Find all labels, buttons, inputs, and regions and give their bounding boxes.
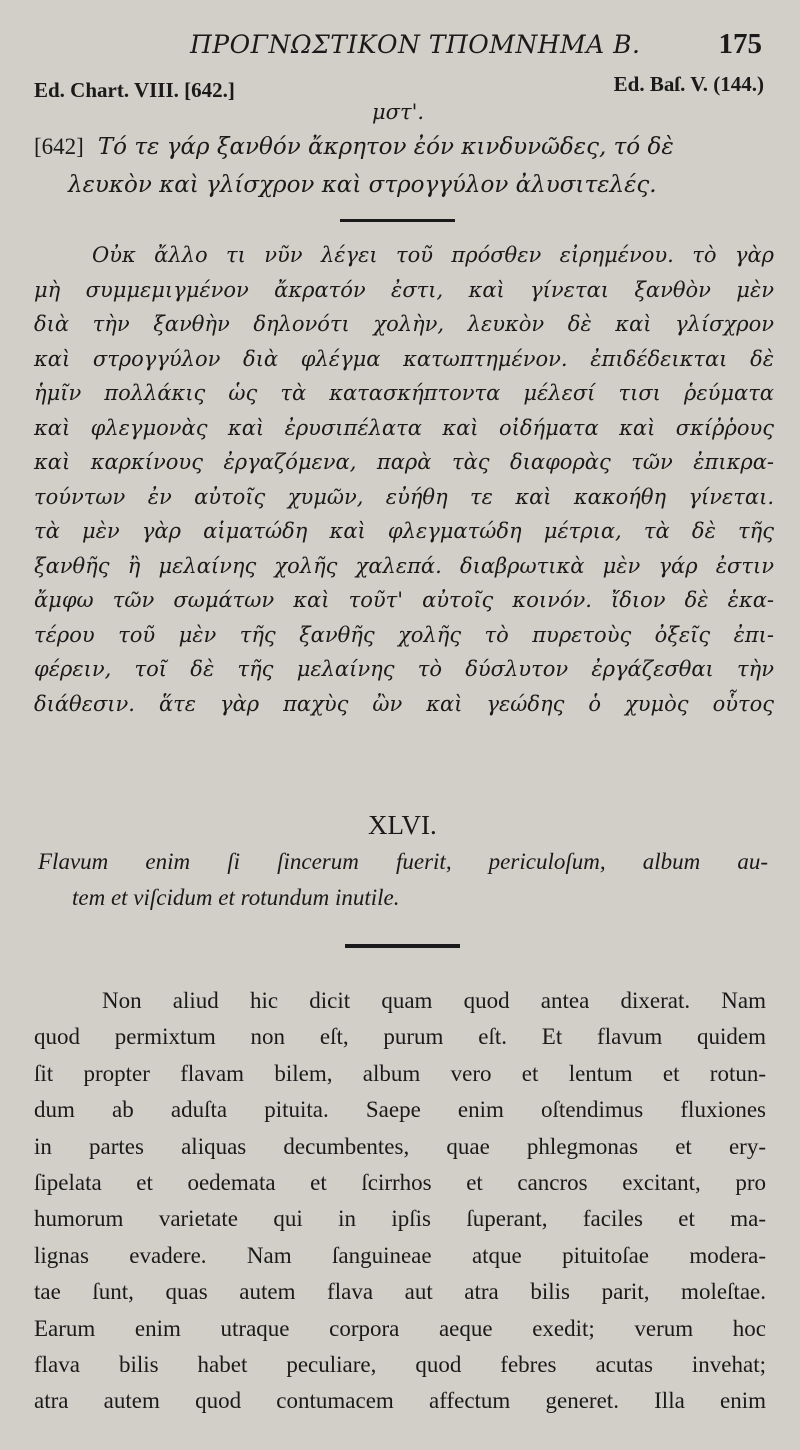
greek-aphorism [34, 128, 774, 204]
greek-section-number: μστ'. [372, 100, 425, 124]
greek-commentary-line: τὰ μὲν γὰρ αἱματώδη καὶ φλεγματώδη μέτρια, τὰ δὲ τῆς [34, 519, 774, 543]
latin-aphorism [38, 844, 768, 916]
greek-commentary-line: καὶ φλεγμονὰς καὶ ἐρυσιπέλατα καὶ οἰδήματα καὶ σκίῤῥους [34, 415, 774, 440]
page-marker: [642] [34, 134, 84, 159]
greek-commentary-line: καὶ καρκίνους ἐργαζόμενα, παρὰ τὰς διαφορὰς τῶν ἐπικρα- [34, 450, 774, 474]
latin-commentary-line: dum ab aduſta pituita. Saepe enim oſtendimus fluxiones [34, 1097, 766, 1123]
latin-commentary-line: Non aliud hic dicit quam quod antea dixerat. Nam [102, 988, 766, 1013]
page-number: 175 [718, 28, 762, 60]
greek-commentary-line: φέρειν, τοῖ δὲ τῆς μελαίνης τὸ δύσλυτον ἐργάζεσθαι τὴν [34, 657, 774, 681]
section-divider [345, 944, 460, 948]
running-header-title: ΠΡΟΓΝΩΣΤΙΚΟΝ ΤΠΟΜΝΗΜΑ Β. [190, 30, 641, 59]
greek-commentary-line: τέρου τοῦ μὲν τῆς ξανθῆς χολῆς τὸ πυρετοὺς ὀξεῖς ἐπι- [34, 622, 774, 647]
greek-commentary-line: μὴ συμμεμιγμένον ἄκρατόν ἐστι, καὶ γίνεται ξανθὸν μὲν [34, 277, 774, 302]
greek-aphorism-line: [642] Τό τε γάρ ξανθόν ἄκρητον ἐόν κινδυνῶδες, τό δὲ [34, 134, 674, 160]
greek-commentary-line: ἡμῖν πολλάκις ὡς τὰ κατασκήπτοντα μέλεσί τισι ῥεύματα [34, 381, 774, 405]
latin-commentary-line: in partes aliquas decumbentes, quae phlegmonas et ery- [34, 1133, 766, 1159]
section-divider [340, 219, 455, 222]
latin-aphorism-line: tem et viſcidum et rotundum inutile. [72, 885, 400, 910]
latin-commentary-line: quod permixtum non eſt, purum eſt. Et flavum quidem [34, 1024, 766, 1050]
greek-commentary-line: τούντων ἐν αὐτοῖς χυμῶν, εὐήθη τε καὶ κακοήθη γίνεται. [34, 484, 774, 509]
latin-commentary-line: flava bilis habet peculiare, quod febres acutas invehat; [34, 1351, 766, 1377]
latin-commentary-line: ſit propter flavam bilem, album vero et lentum et rotun- [34, 1060, 766, 1086]
edition-reference-left: Ed. Chart. VIII. [642.] [34, 78, 235, 102]
greek-commentary-line: ξανθῆς ἢ μελαίνης χολῆς χαλεπά. διαβρωτικὰ μὲν γάρ ἐστιν [34, 553, 774, 578]
latin-commentary-line: lignas evadere. Nam ſanguineae atque pituitoſae modera- [34, 1242, 766, 1268]
greek-commentary-line: διὰ τὴν ξανθὴν δηλονότι χολὴν, λευκὸν δὲ καὶ γλίσχρον [34, 312, 774, 336]
greek-commentary-line: ἄμφω τῶν σωμάτων καὶ τοῦτ' αὐτοῖς κοινόν. ἴδιον δὲ ἑκα- [34, 588, 774, 612]
latin-commentary-line: humorum varietate qui in ipſis ſuperant, faciles et ma- [34, 1206, 766, 1232]
greek-commentary-line: Οὐκ ἄλλο τι νῦν λέγει τοῦ πρόσθεν εἰρημένου. τὸ γὰρ [92, 243, 774, 267]
greek-aphorism-line: λευκὸν καὶ γλίσχρον καὶ στρογγύλον ἀλυσιτελές. [68, 172, 657, 198]
latin-section-number: XLVI. [368, 810, 437, 840]
latin-commentary-line: ſipelata et oedemata et ſcirrhos et cancros excitant, pro [34, 1169, 766, 1195]
edition-reference-right: Ed. Baſ. V. (144.) [613, 72, 764, 96]
greek-commentary [34, 238, 774, 721]
latin-commentary-line: tae ſunt, quas autem flava aut atra bilis parit, moleſtae. [34, 1279, 766, 1305]
greek-commentary-line: διάθεσιν. ἅτε γὰρ παχὺς ὢν καὶ γεώδης ὁ χυμὸς οὗτος [34, 691, 774, 716]
latin-commentary-line: Earum enim utraque corpora aeque exedit; verum hoc [34, 1315, 766, 1341]
greek-commentary-line: καὶ στρογγύλον διὰ φλέγμα κατωπτημένον. ἐπιδέδεικται δὲ [34, 346, 774, 371]
latin-commentary [34, 983, 766, 1420]
latin-aphorism-line: Flavum enim ſi ſincerum fuerit, periculoſum, album au- [38, 849, 768, 874]
latin-commentary-line: atra autem quod contumacem affectum generet. Illa enim [34, 1388, 766, 1414]
